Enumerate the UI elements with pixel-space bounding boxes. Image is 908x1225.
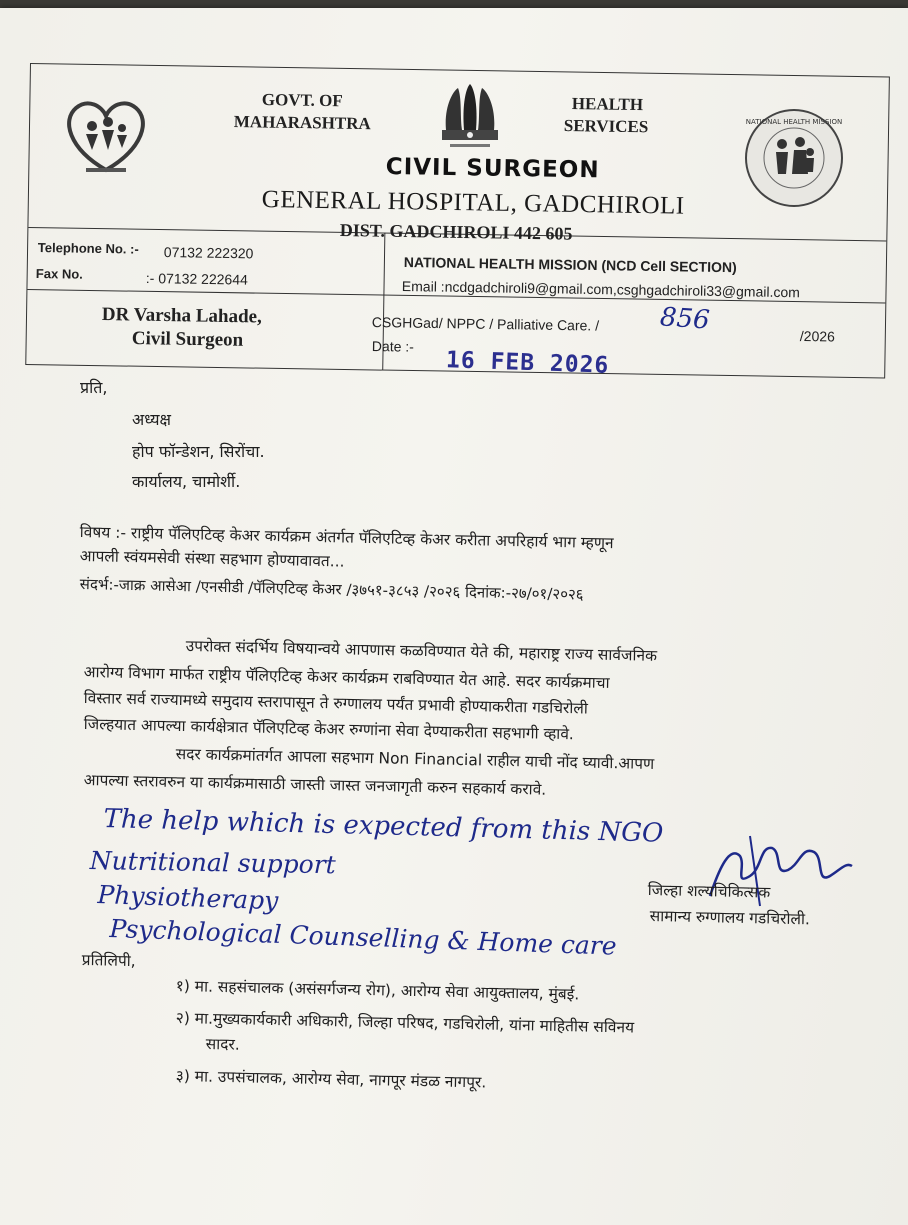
officer-title: Civil Surgeon (131, 328, 244, 351)
para2-line-1: सदर कार्यक्रमांतर्गत आपला सहभाग Non Financial राहील याची नोंद घ्यावी.आपण (175, 744, 655, 774)
reference-line: संदर्भ:-जाक्र आसेआ /एनसीडी /पॅलिएटिव्ह केअर /३७५१-३८५३ /२०२६ दिनांक:-२७/०१/२०२६ (79, 574, 584, 604)
subject-line-1: विषय :- राष्ट्रीय पॅलिएटिव्ह केअर कार्यक्रम अंतर्गत पॅलिएटिव्ह केअर करीता अपरिहार्य भाग म्हणून (79, 522, 614, 553)
addressee-line-3: कार्यालय, चामोर्शी. (132, 472, 241, 491)
email-line: Email :ncdgadchiroli9@gmail.com,csghgadchiroli33@gmail.com (401, 278, 800, 301)
reference-prefix: CSGHGad/ NPPC / Palliative Care. / (371, 314, 600, 334)
addressee-line-1: अध्यक्ष (132, 410, 171, 429)
subject-line-2: आपली स्वंयमसेवी संस्था सहभाग होण्यावावत... (79, 546, 345, 571)
health-line1: HEALTH (571, 94, 644, 115)
district-address: DIST. GADCHIROLI 442 605 (339, 220, 573, 244)
para1-line-2: आरोग्य विभाग मार्फत राष्ट्रीय पॅलिएटिव्ह केअर कार्यक्रम राबविण्यात येत आहे. सदर कार्यक्रमाचा (83, 662, 610, 693)
handwritten-note-4: Psychological Counselling & Home care (108, 914, 618, 961)
copy-item-3: ३) मा. उपसंचालक, आरोग्य सेवा, नागपूर मंडळ नागपूर. (175, 1066, 487, 1092)
national-health-mission-logo-icon (742, 106, 846, 210)
signature-icon (690, 826, 860, 916)
reference-year: /2026 (799, 328, 836, 345)
hospital-name: GENERAL HOSPITAL, GADCHIROLI (261, 186, 685, 220)
copy-item-2-cont: सादर. (205, 1034, 240, 1054)
para1-line-4: जिल्हयात आपल्या कार्यक्षेत्रात पॅलिएटिव्ह केअर रुग्णांना सेवा देण्याकरीता सहभागी व्हावे. (83, 714, 575, 744)
handwritten-note-2: Nutritional support (89, 846, 336, 880)
handwritten-note-3: Physiotherapy (96, 880, 279, 916)
date-stamp: 16 FEB 2026 (445, 347, 610, 379)
para1-line-3: विस्तार सर्व राज्यामध्ये समुदाय स्तरापासून ते रुग्णालय पर्यंत प्रभावी होण्याकरीता गडचिरोली (83, 688, 589, 718)
telephone-label: Telephone No. :- (37, 240, 139, 257)
prati-label: प्रति, (80, 378, 108, 397)
govt-line1: GOVT. OF (261, 90, 343, 111)
signature-designation: जिल्हा शल्यचिकित्सक (647, 880, 771, 902)
signature-office: सामान्य रुग्णालय गडचिरोली. (649, 906, 811, 929)
maharashtra-health-logo-icon (58, 90, 154, 182)
telephone-value: 07132 222320 (163, 244, 254, 262)
fax-value: :- 07132 222644 (145, 270, 248, 288)
para2-line-2: आपल्या स्तरावरुन या कार्यक्रमासाठी जास्ती जास्त जनजागृती करुन सहकार्य करावे. (83, 770, 547, 799)
handwritten-note-1: The help which is expected from this NGO (103, 804, 664, 849)
para1-line-1: उपरोक्त संदर्भिय विषयान्वये आपणास कळविण्यात येते की, महाराष्ट्र राज्य सार्वजनिक (185, 636, 658, 665)
copy-item-2: २) मा.मुख्यकार्यकारी अधिकारी, जिल्हा परिषद, गडचिरोली, यांना माहितीस सविनय (175, 1008, 635, 1037)
page-title: CIVIL SURGEON (385, 154, 600, 184)
copy-item-1: १) मा. सहसंचालक (असंसर्गजन्य रोग), आरोग्य सेवा आयुक्तालय, मुंबई. (175, 976, 580, 1004)
letter-page (0, 8, 908, 1225)
national-emblem-icon (428, 78, 512, 154)
svg-text:NATIONAL HEALTH MISSION: NATIONAL HEALTH MISSION (745, 118, 843, 126)
nhm-section-title: NATIONAL HEALTH MISSION (NCD Cell SECTION) (403, 254, 737, 276)
reference-number: 856 (659, 302, 711, 336)
date-label: Date :- (371, 338, 415, 355)
health-line2: SERVICES (563, 116, 649, 137)
fax-label: Fax No. (35, 266, 83, 282)
govt-line2: MAHARASHTRA (233, 112, 371, 134)
copy-label: प्रतिलिपी, (81, 950, 136, 971)
addressee-line-2: होप फॉन्डेशन, सिरोंचा. (132, 442, 265, 461)
officer-name: DR Varsha Lahade, (101, 304, 262, 328)
